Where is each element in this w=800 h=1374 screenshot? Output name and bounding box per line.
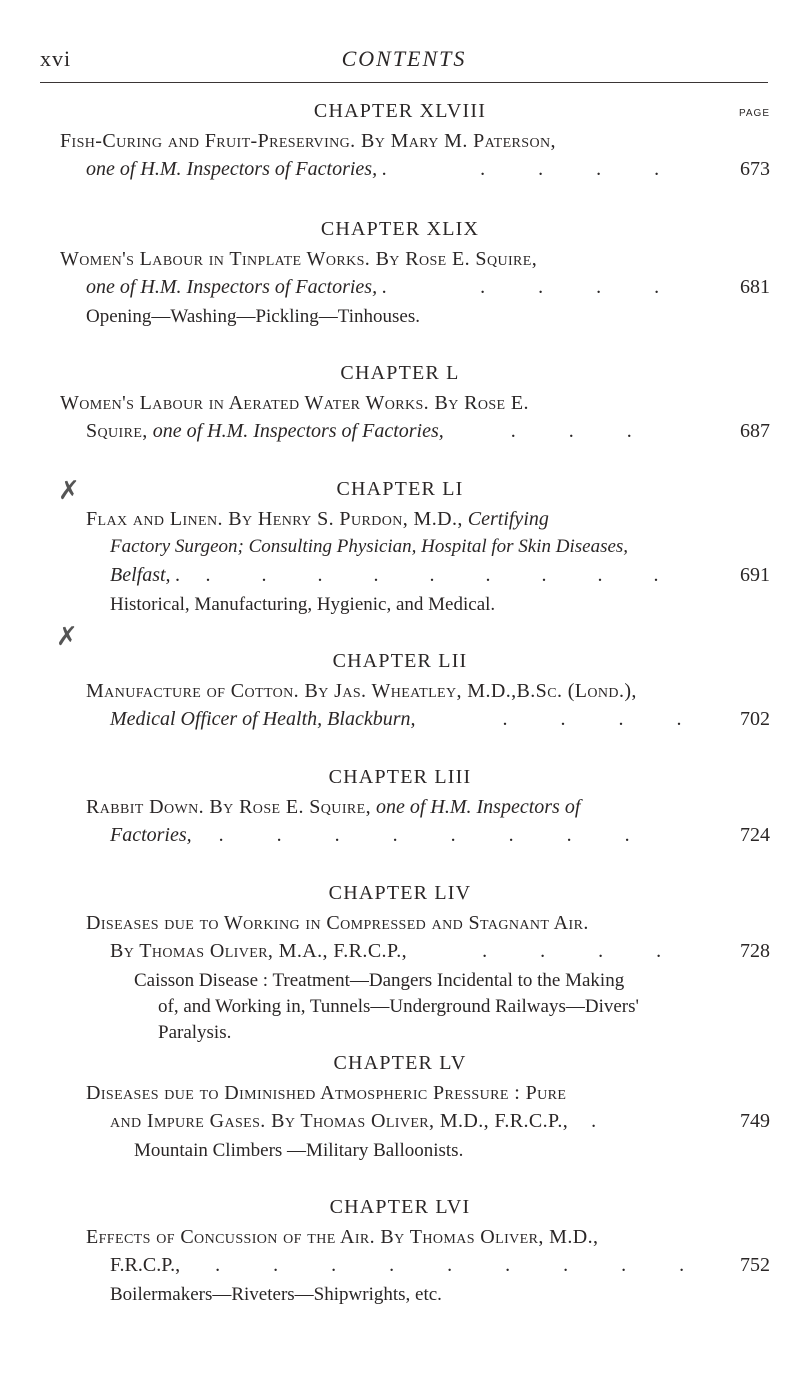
chapter-heading: CHAPTER LV xyxy=(333,1052,467,1074)
author-office: Factories, xyxy=(110,824,192,846)
chapter-title-line xyxy=(86,796,580,819)
chapter-title-line: Women's Labour in Tinplate Works. By Rose E. Squire, xyxy=(60,248,538,270)
chapter-subtopics: Historical, Manufacturing, Hygienic, and Medical. xyxy=(110,594,496,615)
running-title: CONTENTS xyxy=(341,46,467,71)
dot-leaders: . . . . . . . . . xyxy=(205,564,682,586)
chapter-page-number: 673 xyxy=(740,158,770,180)
chapter-author-line xyxy=(86,420,656,443)
dot-leaders: . . . . xyxy=(502,708,706,730)
chapter-subtopics: of, and Working in, Tunnels—Underground Railways—Divers' xyxy=(158,996,639,1017)
chapter-subtopics: Opening—Washing—Pickling—Tinhouses. xyxy=(86,306,420,327)
chapter-subtopics: Paralysis. xyxy=(158,1022,232,1043)
chapter-heading: CHAPTER LIV xyxy=(328,882,472,904)
dot-leaders: . . . . xyxy=(482,940,686,962)
chapter-title-line: Manufacture of Cotton. By Jas. Wheatley, M.D.,B.Sc. (Lond.), xyxy=(86,680,637,702)
chapter-page-number: 681 xyxy=(740,276,770,298)
chapter-heading: CHAPTER L xyxy=(340,362,460,384)
author-name: Squire, xyxy=(86,420,148,442)
chapter-page-number: 702 xyxy=(740,708,770,730)
header-rule xyxy=(40,82,768,83)
chapter-author-line xyxy=(110,940,685,963)
chapter-title-line xyxy=(86,508,549,531)
handwritten-x-mark: ✗ xyxy=(56,622,78,652)
chapter-title-line: Diseases due to Working in Compressed and Stagnant Air. xyxy=(86,912,589,934)
chapter-page-number: 691 xyxy=(740,564,770,586)
author-office: Certifying xyxy=(467,508,549,530)
author-office: one of H.M. Inspectors of xyxy=(375,796,581,818)
chapter-title-line: Women's Labour in Aerated Water Works. By Rose E. xyxy=(60,392,529,414)
page-column-label: PAGE xyxy=(738,108,770,119)
chapter-page-number: 724 xyxy=(740,824,770,846)
handwritten-x-mark: ✗ xyxy=(58,476,80,506)
dot-leaders: . . . . . . . . . xyxy=(215,1254,709,1276)
chapter-author-line: Factory Surgeon; Consulting Physician, Hospital for Skin Diseases, xyxy=(110,536,629,557)
dot-leaders: . . . . . . . . xyxy=(218,824,654,846)
dot-leaders: . . . . xyxy=(480,276,684,298)
chapter-title: Flax and Linen. By Henry S. Purdon, M.D., xyxy=(86,508,463,530)
chapter-author-line xyxy=(86,158,683,181)
chapter-heading: CHAPTER XLVIII xyxy=(313,100,487,122)
dot-leaders: . xyxy=(591,1110,597,1132)
chapter-title-line: Effects of Concussion of the Air. By Thomas Oliver, M.D., xyxy=(86,1226,599,1248)
author-office: Medical Officer of Health, Blackburn, xyxy=(110,708,416,730)
chapter-title-line: Diseases due to Diminished Atmospheric Pressure : Pure xyxy=(86,1082,567,1104)
chapter-author-line xyxy=(110,824,654,847)
chapter-author-line xyxy=(110,1110,596,1133)
dot-leaders: . . . xyxy=(510,420,656,442)
author-name: By Thomas Oliver, M.A., F.R.C.P., xyxy=(110,940,408,962)
running-head xyxy=(40,40,768,80)
chapter-author-line xyxy=(110,708,705,731)
chapter-subtopics: Mountain Climbers —Military Balloonists. xyxy=(134,1140,464,1161)
chapter-heading: CHAPTER LVI xyxy=(329,1196,471,1218)
chapter-heading: CHAPTER XLIX xyxy=(320,218,480,240)
author-credentials: F.R.C.P., xyxy=(110,1254,181,1276)
chapter-heading: CHAPTER LI xyxy=(336,478,464,500)
chapter-heading: CHAPTER LII xyxy=(332,650,468,672)
chapter-page-number: 728 xyxy=(740,940,770,962)
chapter-title-line: Fish-Curing and Fruit-Preserving. By Mary M. Paterson, xyxy=(60,130,556,152)
chapter-author-line xyxy=(110,1254,708,1277)
author-office: one of H.M. Inspectors of Factories, xyxy=(152,420,444,442)
dot-leaders: . . . . xyxy=(480,158,684,180)
author-office: one of H.M. Inspectors of Factories, . xyxy=(86,158,388,180)
chapter-page-number: 687 xyxy=(740,420,770,442)
chapter-author-line xyxy=(110,564,682,587)
author-office: one of H.M. Inspectors of Factories, . xyxy=(86,276,388,298)
chapter-subtopics: Boilermakers—Riveters—Shipwrights, etc. xyxy=(110,1284,442,1305)
chapter-page-number: 749 xyxy=(740,1110,770,1132)
author-location: Belfast, . xyxy=(110,564,181,586)
author-name: and Impure Gases. By Thomas Oliver, M.D., F.R.C.P., xyxy=(110,1110,569,1132)
chapter-heading: CHAPTER LIII xyxy=(328,766,472,788)
page-folio: xvi xyxy=(40,46,72,71)
chapter-page-number: 752 xyxy=(740,1254,770,1276)
chapter-subtopics: Caisson Disease : Treatment—Dangers Incidental to the Making xyxy=(134,970,625,991)
chapter-author-line xyxy=(86,276,683,299)
chapter-title: Rabbit Down. By Rose E. Squire, xyxy=(86,796,371,818)
